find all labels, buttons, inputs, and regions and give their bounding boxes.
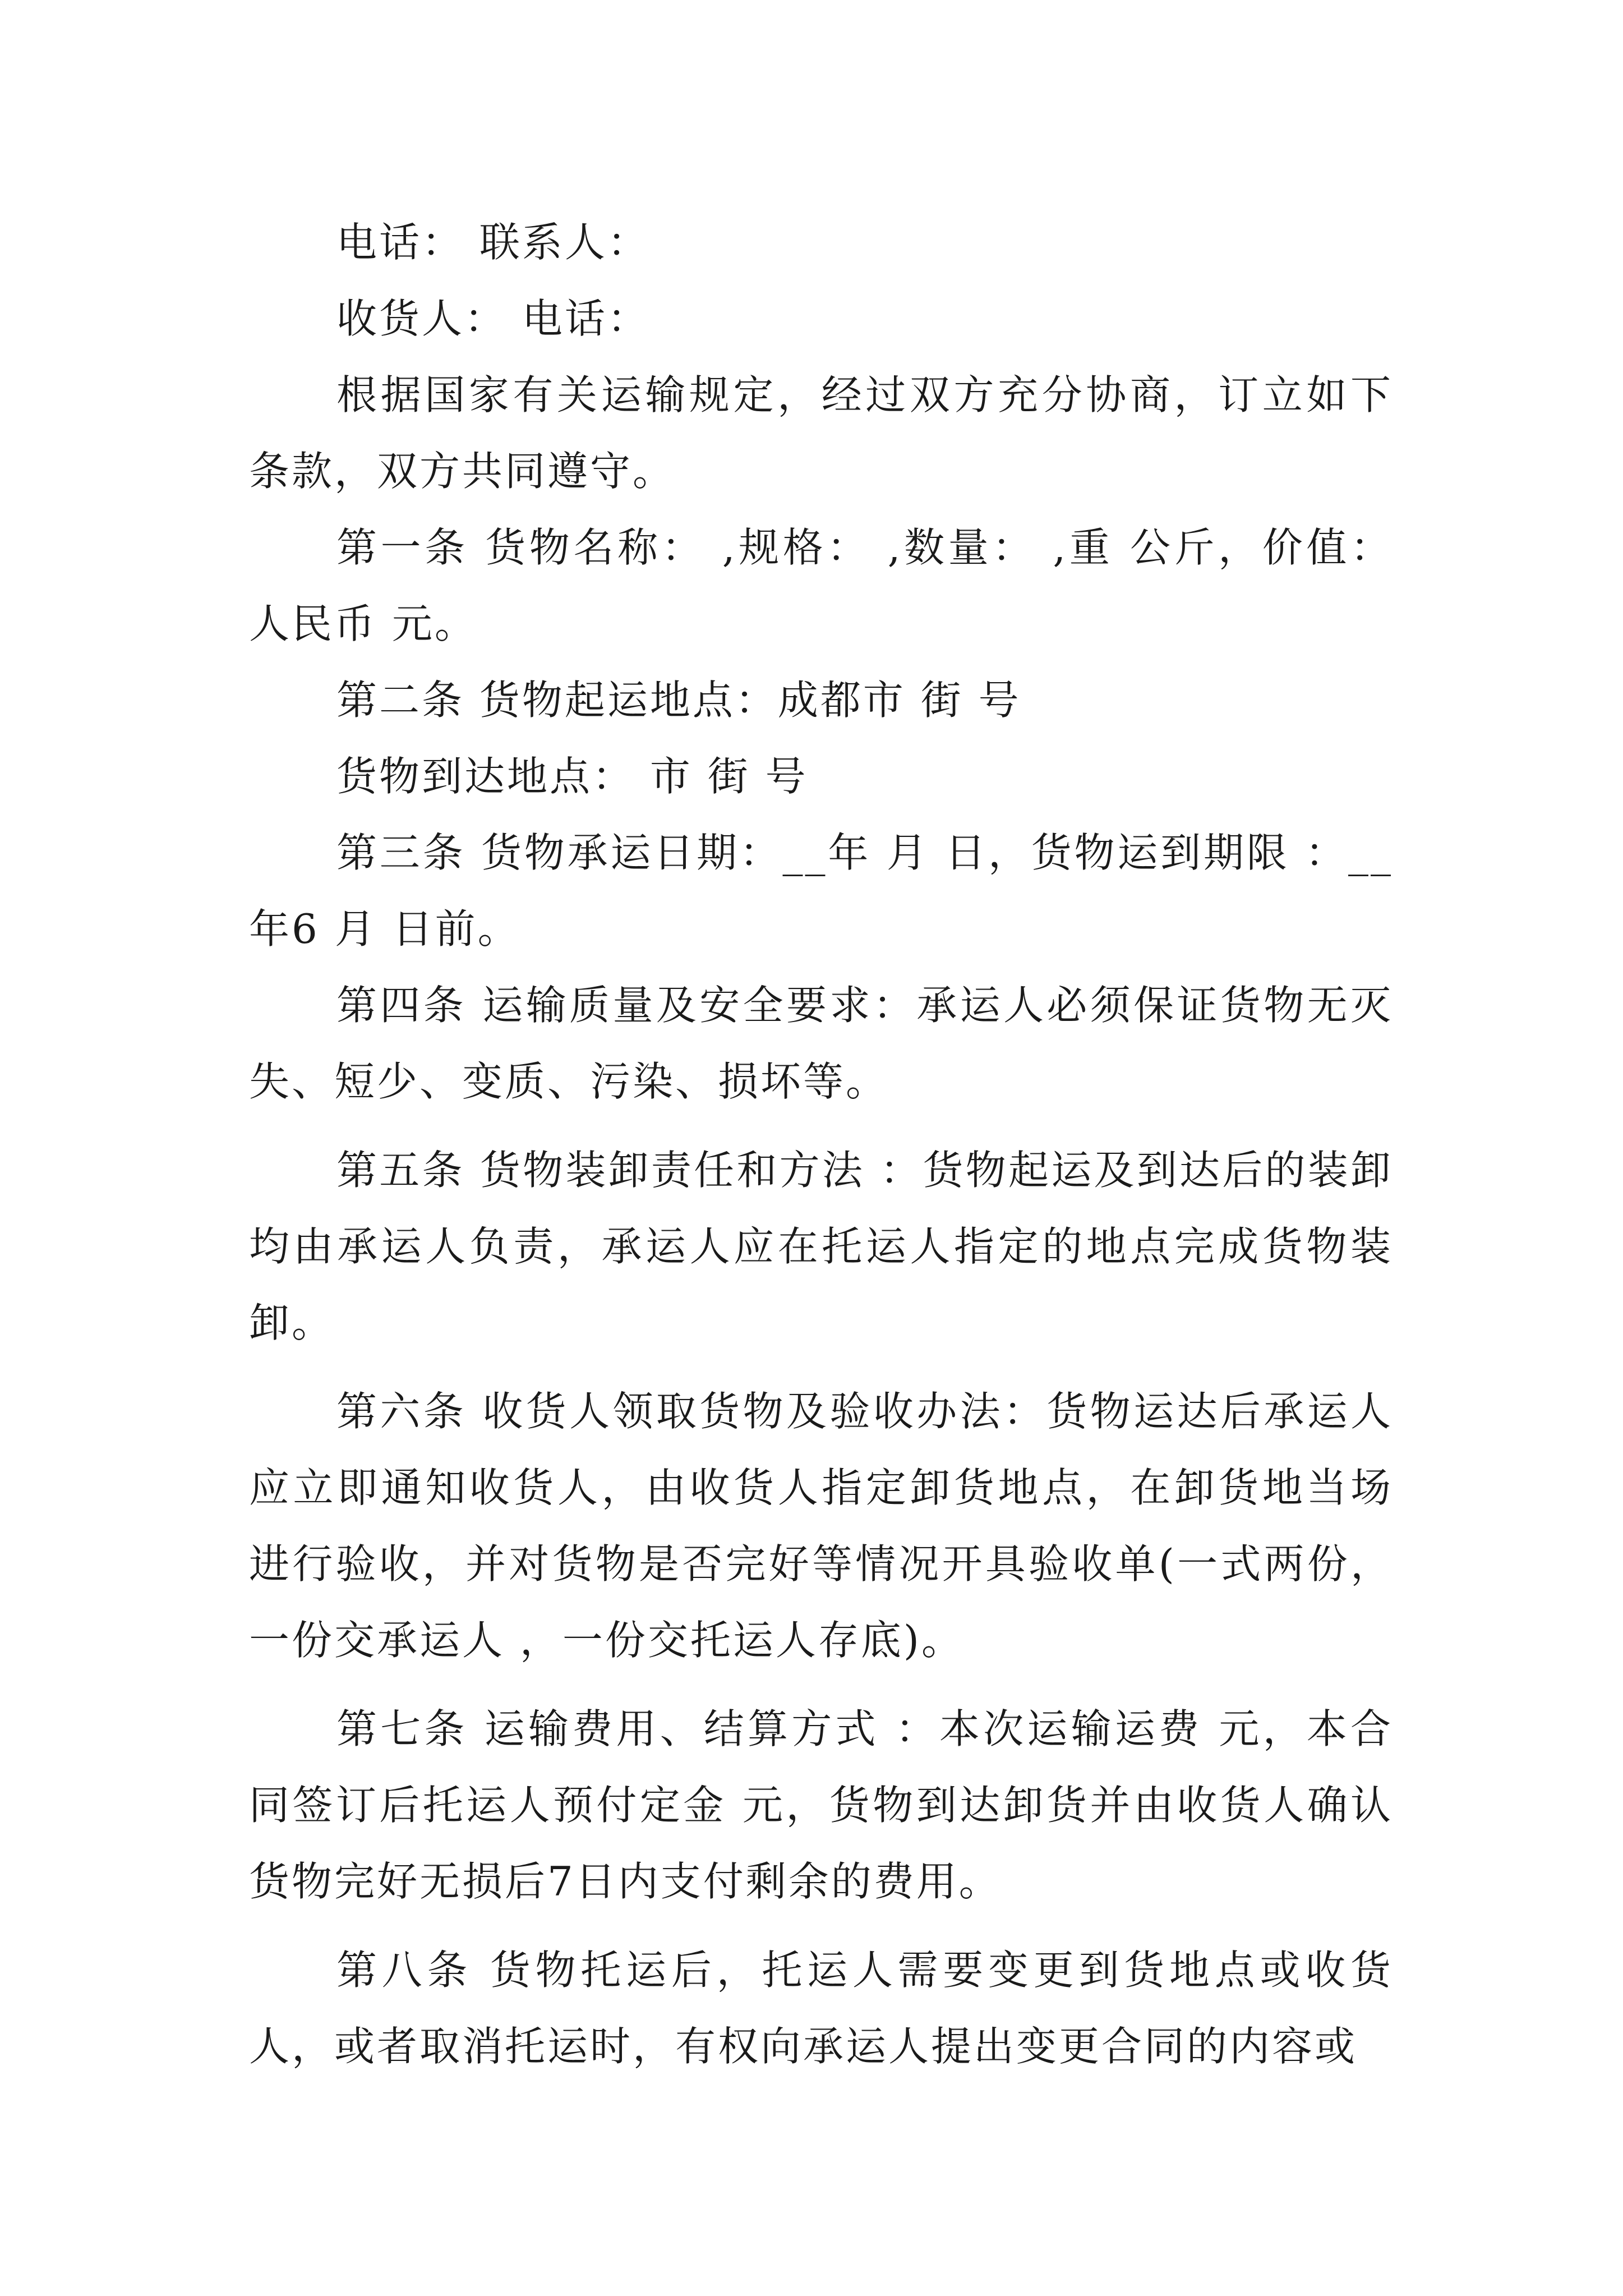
article-8-changes: 第八条 货物托运后，托运人需要变更到货地点或收货人，或者取消托运时，有权向承运人提出变更合同的内容或	[249, 1947, 1393, 2070]
consignee-line: 收货人： 电话：	[336, 295, 650, 342]
article-7-fees: 第七条 运输费用、结算方式 ：本次运输运费 元，本合同签订后托运人预付定金 元，货物到达卸货并由收货人确认货物完好无损后7日内支付剩余的费用。	[249, 1705, 1393, 1905]
article-1-goods: 第一条 货物名称： ,规格： ,数量： ,重 公斤，价值：人民币 元。	[249, 524, 1393, 647]
destination-line: 货物到达地点： 市 街 号	[336, 753, 808, 800]
article-2-origin: 第二条 货物起运地点：成都市 街 号	[336, 677, 1021, 724]
article-4-quality: 第四条 运输质量及安全要求：承运人必须保证货物无灭失、短少、变质、污染、损坏等。	[249, 982, 1393, 1105]
article-5-loading: 第五条 货物装卸责任和方法 ：货物起运及到达后的装卸均由承运人负责，承运人应在托运人指定的地点完成货物装卸。	[249, 1147, 1393, 1346]
preamble-paragraph: 根据国家有关运输规定，经过双方充分协商，订立如下条款，双方共同遵守。	[249, 371, 1393, 495]
phone-contact-line: 电话： 联系人：	[336, 219, 650, 266]
article-3-dates: 第三条 货物承运日期：__年 月 日，货物运到期限 ：__年6 月 日前。	[249, 829, 1393, 953]
article-6-acceptance: 第六条 收货人领取货物及验收办法：货物运达后承运人应立即通知收货人，由收货人指定卸货地点，在卸货地当场进行验收，并对货物是否完好等情况开具验收单(一式两份，一份交承运人 ，一份交托运人存底)。	[249, 1388, 1393, 1664]
contract-body	[249, 204, 1393, 2085]
